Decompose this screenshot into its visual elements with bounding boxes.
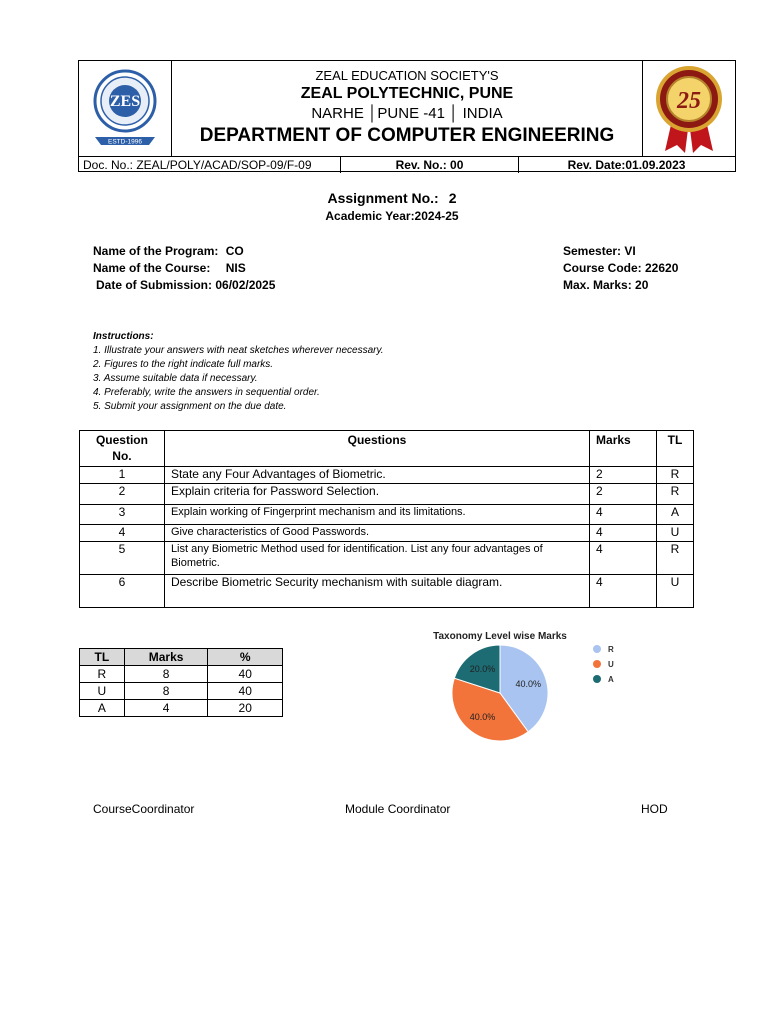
- question-text: Describe Biometric Security mechanism with suitable diagram.: [164, 575, 589, 608]
- question-no: 6: [80, 575, 165, 608]
- program-value: CO: [225, 244, 244, 258]
- pie-label-a: 20.0%: [469, 663, 496, 674]
- course-label: Name of the Course:: [93, 261, 211, 275]
- assignment-label: Assignment No.:: [327, 190, 439, 206]
- question-marks: 4: [590, 525, 657, 542]
- tl-percent: 40: [208, 666, 283, 683]
- assignment-number: 2: [448, 190, 457, 206]
- questions-table-header: [80, 431, 694, 467]
- question-text: List any Biometric Method used for identification. List any four advantages of Biometric.: [164, 542, 589, 575]
- instruction-item: 3. Assume suitable data if necessary.: [93, 373, 258, 384]
- tl-level: U: [80, 683, 125, 700]
- logo-estd-text: ESTD-1996: [108, 138, 142, 146]
- course-code: Course Code: 22620: [563, 261, 679, 275]
- table-row: [80, 484, 694, 505]
- college-location: NARHE │PUNE -41 │ INDIA: [311, 105, 503, 122]
- course-value: NIS: [225, 261, 246, 275]
- pie-label-u: 40.0%: [469, 712, 496, 723]
- svg-text:ZES: ZES: [109, 93, 141, 110]
- header-percent: %: [208, 649, 283, 666]
- program-row: [93, 243, 275, 260]
- question-tl: R: [656, 467, 693, 484]
- badge-number: 25: [677, 88, 701, 114]
- academic-year: Academic Year:2024-25: [325, 209, 459, 223]
- tl-table-header: [80, 649, 283, 666]
- question-no: 4: [80, 525, 165, 542]
- question-tl: U: [656, 525, 693, 542]
- society-name: ZEAL EDUCATION SOCIETY'S: [315, 68, 499, 83]
- course-coordinator-signature: CourseCoordinator: [93, 802, 195, 816]
- instruction-item: 5. Submit your assignment on the due date.: [93, 401, 287, 412]
- document-info-row: [79, 156, 735, 173]
- question-text: State any Four Advantages of Biometric.: [164, 467, 589, 484]
- question-no: 5: [80, 542, 165, 575]
- question-marks: 4: [590, 505, 657, 525]
- badge-cell: [642, 61, 735, 156]
- table-row: [80, 525, 694, 542]
- silver-jubilee-badge: [643, 61, 735, 156]
- program-details: [93, 243, 275, 294]
- submission-label: Date of Submission: [96, 278, 209, 292]
- question-no: 1: [80, 467, 165, 484]
- question-tl: U: [656, 575, 693, 608]
- instruction-item: 1. Illustrate your answers with neat sketches wherever necessary.: [93, 345, 384, 356]
- header-marks: Marks: [590, 431, 657, 467]
- institute-logo: [79, 61, 171, 156]
- tl-summary-table: [79, 648, 283, 717]
- instruction-item: 2. Figures to the right indicate full marks.: [93, 359, 274, 370]
- course-row: [93, 260, 275, 277]
- pie-label-r: 40.0%: [515, 678, 542, 689]
- questions-table: [79, 430, 694, 608]
- tl-marks: 4: [124, 700, 208, 717]
- header-tl: TL: [80, 649, 125, 666]
- college-name: ZEAL POLYTECHNIC, PUNE: [300, 85, 514, 102]
- legend-marker-r: [593, 645, 601, 653]
- revision-number: Rev. No.: 00: [341, 157, 519, 173]
- header-questions: Questions: [164, 431, 589, 467]
- instructions-heading: Instructions:: [93, 331, 154, 342]
- tl-level: A: [80, 700, 125, 717]
- question-marks: 4: [590, 542, 657, 575]
- submission-value: : 06/02/2025: [208, 278, 276, 292]
- legend-label-a: A: [608, 675, 614, 684]
- max-marks: Max. Marks: 20: [563, 278, 649, 292]
- question-no: 2: [80, 484, 165, 505]
- legend-label-u: U: [608, 660, 614, 669]
- tl-percent: 40: [208, 683, 283, 700]
- header-marks: Marks: [124, 649, 208, 666]
- chart-title: Taxonomy Level wise Marks: [433, 631, 567, 642]
- document-header: [78, 60, 736, 172]
- question-marks: 4: [590, 575, 657, 608]
- legend-label-r: R: [608, 645, 614, 654]
- submission-row: [96, 277, 275, 294]
- question-no: 3: [80, 505, 165, 525]
- table-row: [80, 505, 694, 525]
- tl-marks: 8: [124, 683, 208, 700]
- header-titles: [171, 61, 643, 156]
- question-marks: 2: [590, 467, 657, 484]
- table-row: [80, 683, 283, 700]
- taxonomy-pie-chart: [415, 624, 625, 746]
- program-label: Name of the Program:: [93, 244, 219, 258]
- legend-marker-a: [593, 675, 601, 683]
- question-tl: A: [656, 505, 693, 525]
- tl-marks: 8: [124, 666, 208, 683]
- revision-date: Rev. Date:01.09.2023: [567, 158, 686, 172]
- semester: Semester: VI: [563, 244, 636, 258]
- table-row: [80, 542, 694, 575]
- question-tl: R: [656, 484, 693, 505]
- pie-chart-svg: [415, 624, 625, 746]
- question-text: Explain working of Fingerprint mechanism and its limitations.: [164, 505, 589, 525]
- course-details: [563, 243, 678, 294]
- header-question-no: Question No.: [80, 431, 165, 467]
- table-row: [80, 467, 694, 484]
- question-text: Give characteristics of Good Passwords.: [164, 525, 589, 542]
- question-tl: R: [656, 542, 693, 575]
- tl-level: R: [80, 666, 125, 683]
- instruction-item: 4. Preferably, write the answers in sequential order.: [93, 387, 320, 398]
- tl-percent: 20: [208, 700, 283, 717]
- doc-number: Doc. No.: ZEAL/POLY/ACAD/SOP-09/F-09: [79, 157, 341, 173]
- question-marks: 2: [590, 484, 657, 505]
- instructions: [93, 330, 384, 414]
- table-row: [80, 700, 283, 717]
- logo-cell: [79, 61, 172, 156]
- question-text: Explain criteria for Password Selection.: [164, 484, 589, 505]
- table-row: [80, 575, 694, 608]
- legend-marker-u: [593, 660, 601, 668]
- module-coordinator-signature: Module Coordinator: [345, 802, 451, 816]
- assignment-title: [0, 190, 768, 206]
- table-row: [80, 666, 283, 683]
- department-name: DEPARTMENT OF COMPUTER ENGINEERING: [199, 125, 615, 146]
- hod-signature: HOD: [641, 802, 668, 816]
- header-tl: TL: [656, 431, 693, 467]
